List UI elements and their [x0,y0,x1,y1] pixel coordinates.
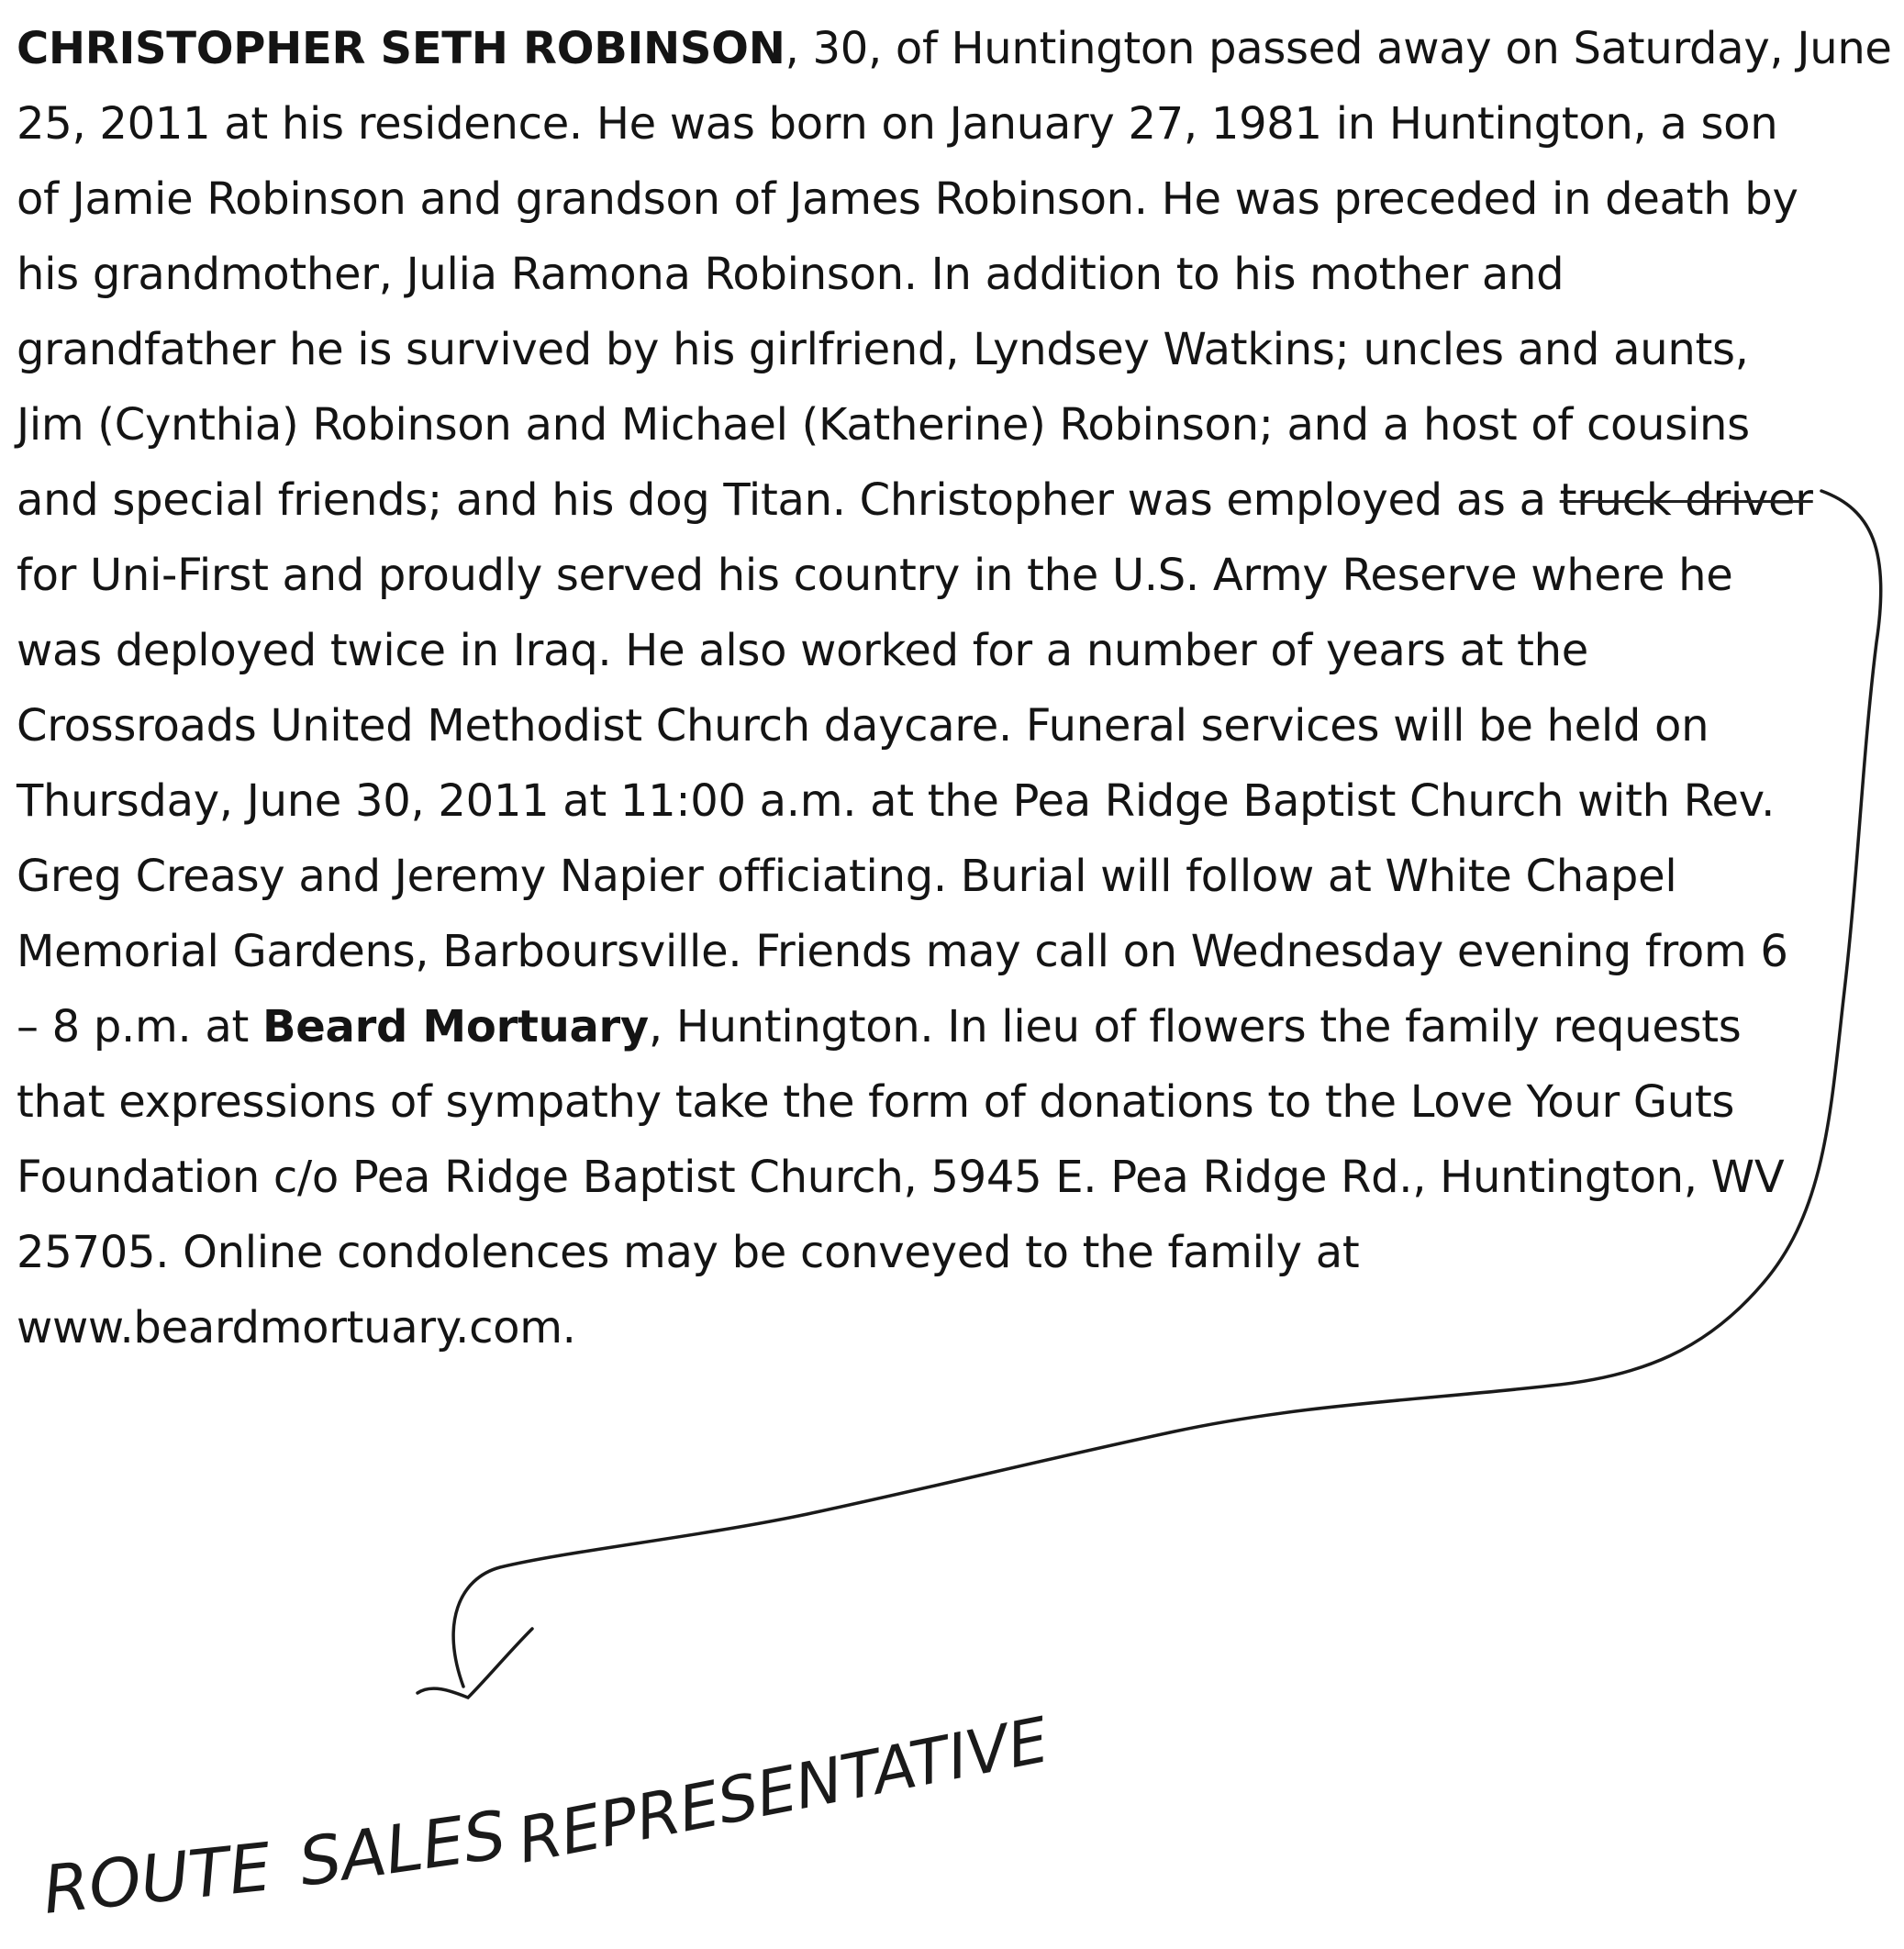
obituary-line [17,989,1852,1064]
line-text: and special friends; and his dog Titan. Christopher was employed as a [17,474,1560,526]
obituary-line: was deployed twice in Iraq. He also worked for a number of years at the [17,625,1589,676]
mortuary-name: Beard Mortuary [262,1001,649,1052]
obituary-line: for Uni-First and proudly served his country in the U.S. Army Reserve where he [17,550,1733,601]
line-text: – 8 p.m. at [17,1001,262,1052]
obituary-line: 25705. Online condolences may be conveyed to the family at [17,1227,1360,1278]
obituary-line: 25, 2011 at his residence. He was born on January 27, 1981 in Huntington, a son [17,98,1778,150]
line-text: , Huntington. In lieu of flowers the family requests [648,1001,1742,1052]
obituary-line: Jim (Cynthia) Robinson and Michael (Katherine) Robinson; and a host of cousins [17,399,1750,451]
obituary-line: Foundation c/o Pea Ridge Baptist Church, 5945 E. Pea Ridge Rd., Huntington, WV [17,1152,1785,1203]
obituary-line: Greg Creasy and Jeremy Napier officiating. Burial will follow at White Chapel [17,851,1677,902]
obituary-line: that expressions of sympathy take the form of donations to the Love Your Guts [17,1076,1735,1128]
obituary-line [17,11,1892,86]
line-text: , 30, of Huntington passed away on Saturday, June [785,23,1892,74]
handwritten-word: SALES [294,1796,511,1901]
obituary-text [17,11,1892,1365]
arrowhead-icon [418,1629,532,1698]
obituary-line: his grandmother, Julia Ramona Robinson. In addition to his mother and [17,249,1564,300]
handwritten-word: ROUTE [39,1828,275,1929]
deceased-name: CHRISTOPHER SETH ROBINSON [17,23,785,74]
obituary-line: Thursday, June 30, 2011 at 11:00 a.m. at the Pea Ridge Baptist Church with Rev. [17,775,1776,827]
obituary-line: Memorial Gardens, Barboursville. Friends may call on Wednesday evening from 6 [17,926,1788,977]
obituary-line: grandfather he is survived by his girlfriend, Lyndsey Watkins; uncles and aunts, [17,324,1749,375]
obituary-line: Crossroads United Methodist Church daycare. Funeral services will be held on [17,700,1709,752]
obituary-url: www.beardmortuary.com. [17,1302,576,1353]
struck-through-text: truck driver [1559,474,1813,526]
handwritten-word: REPRESENTATIVE [512,1704,1054,1878]
obituary-line: of Jamie Robinson and grandson of James Robinson. He was preceded in death by [17,173,1798,225]
obituary-line [17,462,1852,538]
